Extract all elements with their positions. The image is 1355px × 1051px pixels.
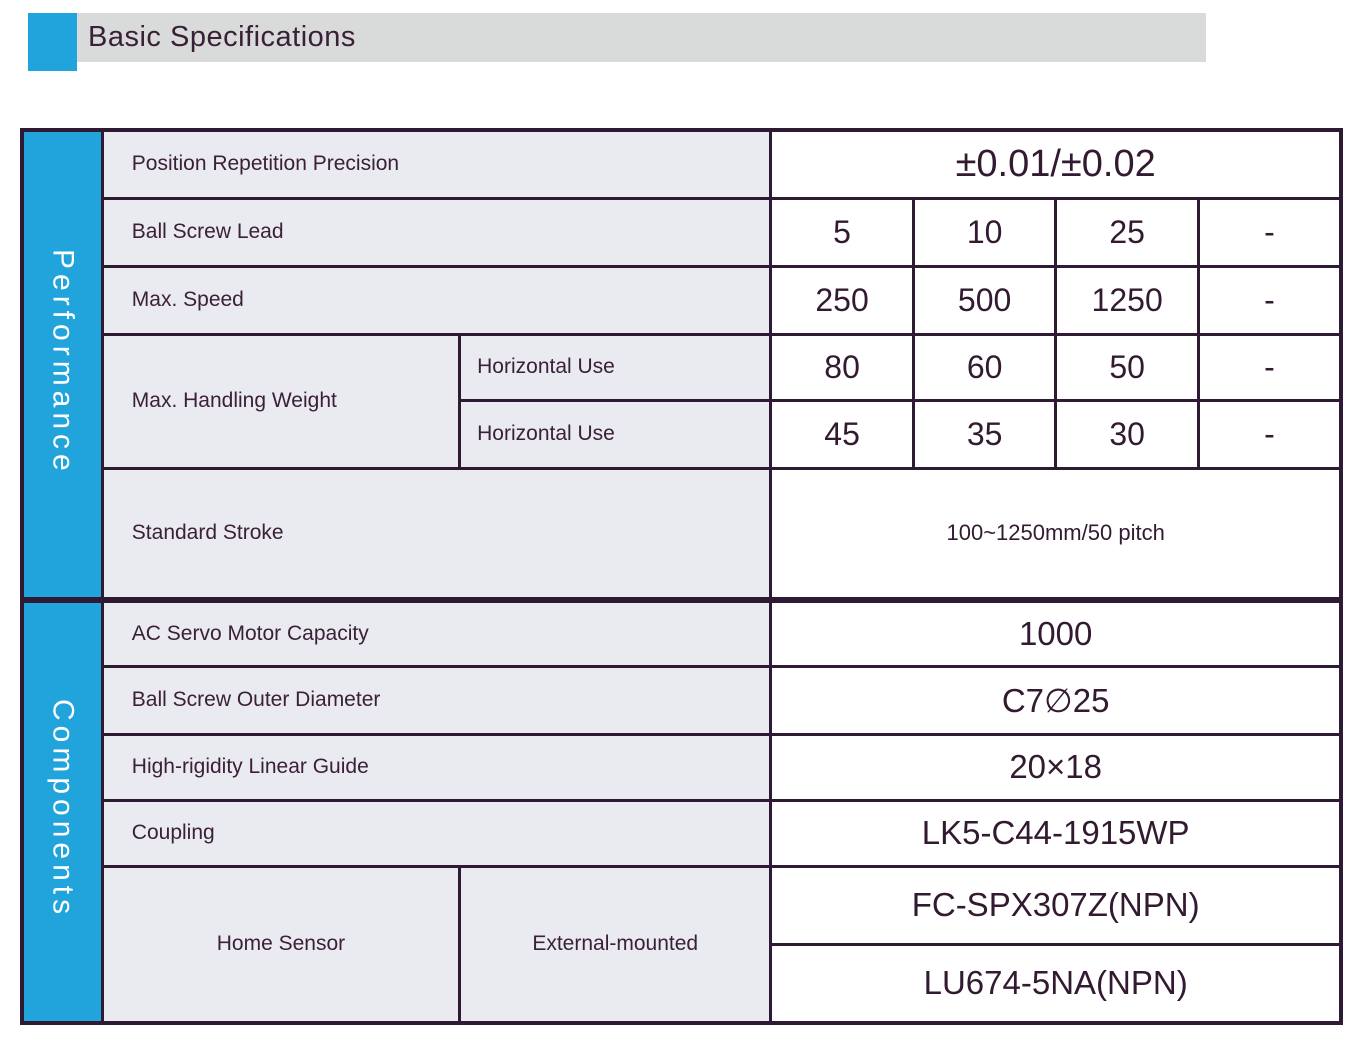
label-external-mounted: External-mounted — [460, 866, 771, 1023]
row-high-rigidity-linear-guide — [22, 734, 1341, 800]
row-position-repetition-precision — [22, 130, 1341, 198]
value-home-sensor-2: LU674-5NA(NPN) — [771, 944, 1341, 1023]
section-header-components — [22, 600, 102, 1023]
label-high-rigidity-linear-guide: High-rigidity Linear Guide — [102, 734, 771, 800]
label-home-sensor: Home Sensor — [102, 866, 459, 1023]
value-handling-weight-1-1: 80 — [771, 334, 914, 400]
label-horizontal-use-2: Horizontal Use — [460, 400, 771, 468]
row-ball-screw-outer-diameter — [22, 666, 1341, 734]
label-ac-servo-motor-capacity: AC Servo Motor Capacity — [102, 600, 771, 666]
components-vertical-label: Components — [46, 699, 80, 920]
label-coupling: Coupling — [102, 800, 771, 866]
value-ac-servo-motor-capacity: 1000 — [771, 600, 1341, 666]
value-handling-weight-2-2: 35 — [913, 400, 1056, 468]
value-handling-weight-1-3: 50 — [1056, 334, 1199, 400]
value-max-speed-2: 500 — [913, 266, 1056, 334]
value-coupling: LK5-C44-1915WP — [771, 800, 1341, 866]
section-header-performance — [22, 130, 102, 600]
value-ball-screw-lead-2: 10 — [913, 198, 1056, 266]
label-ball-screw-outer-diameter: Ball Screw Outer Diameter — [102, 666, 771, 734]
value-ball-screw-lead-3: 25 — [1056, 198, 1199, 266]
value-handling-weight-1-4: - — [1198, 334, 1341, 400]
value-standard-stroke: 100~1250mm/50 pitch — [771, 468, 1341, 600]
value-max-speed-4: - — [1198, 266, 1341, 334]
value-ball-screw-lead-4: - — [1198, 198, 1341, 266]
value-high-rigidity-linear-guide: 20×18 — [771, 734, 1341, 800]
row-ac-servo-motor-capacity — [22, 600, 1341, 666]
row-max-handling-weight-horizontal-1 — [22, 334, 1341, 400]
page-title: Basic Specifications — [88, 21, 356, 53]
label-standard-stroke: Standard Stroke — [102, 468, 771, 600]
value-ball-screw-outer-diameter: C7∅25 — [771, 666, 1341, 734]
value-max-speed-3: 1250 — [1056, 266, 1199, 334]
label-ball-screw-lead: Ball Screw Lead — [102, 198, 771, 266]
value-home-sensor-1: FC-SPX307Z(NPN) — [771, 866, 1341, 944]
row-home-sensor-1 — [22, 866, 1341, 944]
label-max-speed: Max. Speed — [102, 266, 771, 334]
row-standard-stroke — [22, 468, 1341, 600]
value-position-repetition-precision: ±0.01/±0.02 — [771, 130, 1341, 198]
value-max-speed-1: 250 — [771, 266, 914, 334]
label-horizontal-use-1: Horizontal Use — [460, 334, 771, 400]
row-ball-screw-lead — [22, 198, 1341, 266]
row-coupling — [22, 800, 1341, 866]
basic-specifications-table — [20, 128, 1343, 1025]
value-handling-weight-2-1: 45 — [771, 400, 914, 468]
title-accent-square — [28, 13, 77, 71]
label-position-repetition-precision: Position Repetition Precision — [102, 130, 771, 198]
row-max-speed — [22, 266, 1341, 334]
value-handling-weight-2-3: 30 — [1056, 400, 1199, 468]
value-handling-weight-1-2: 60 — [913, 334, 1056, 400]
label-max-handling-weight: Max. Handling Weight — [102, 334, 459, 468]
value-handling-weight-2-4: - — [1198, 400, 1341, 468]
performance-vertical-label: Performance — [46, 248, 80, 476]
value-ball-screw-lead-1: 5 — [771, 198, 914, 266]
